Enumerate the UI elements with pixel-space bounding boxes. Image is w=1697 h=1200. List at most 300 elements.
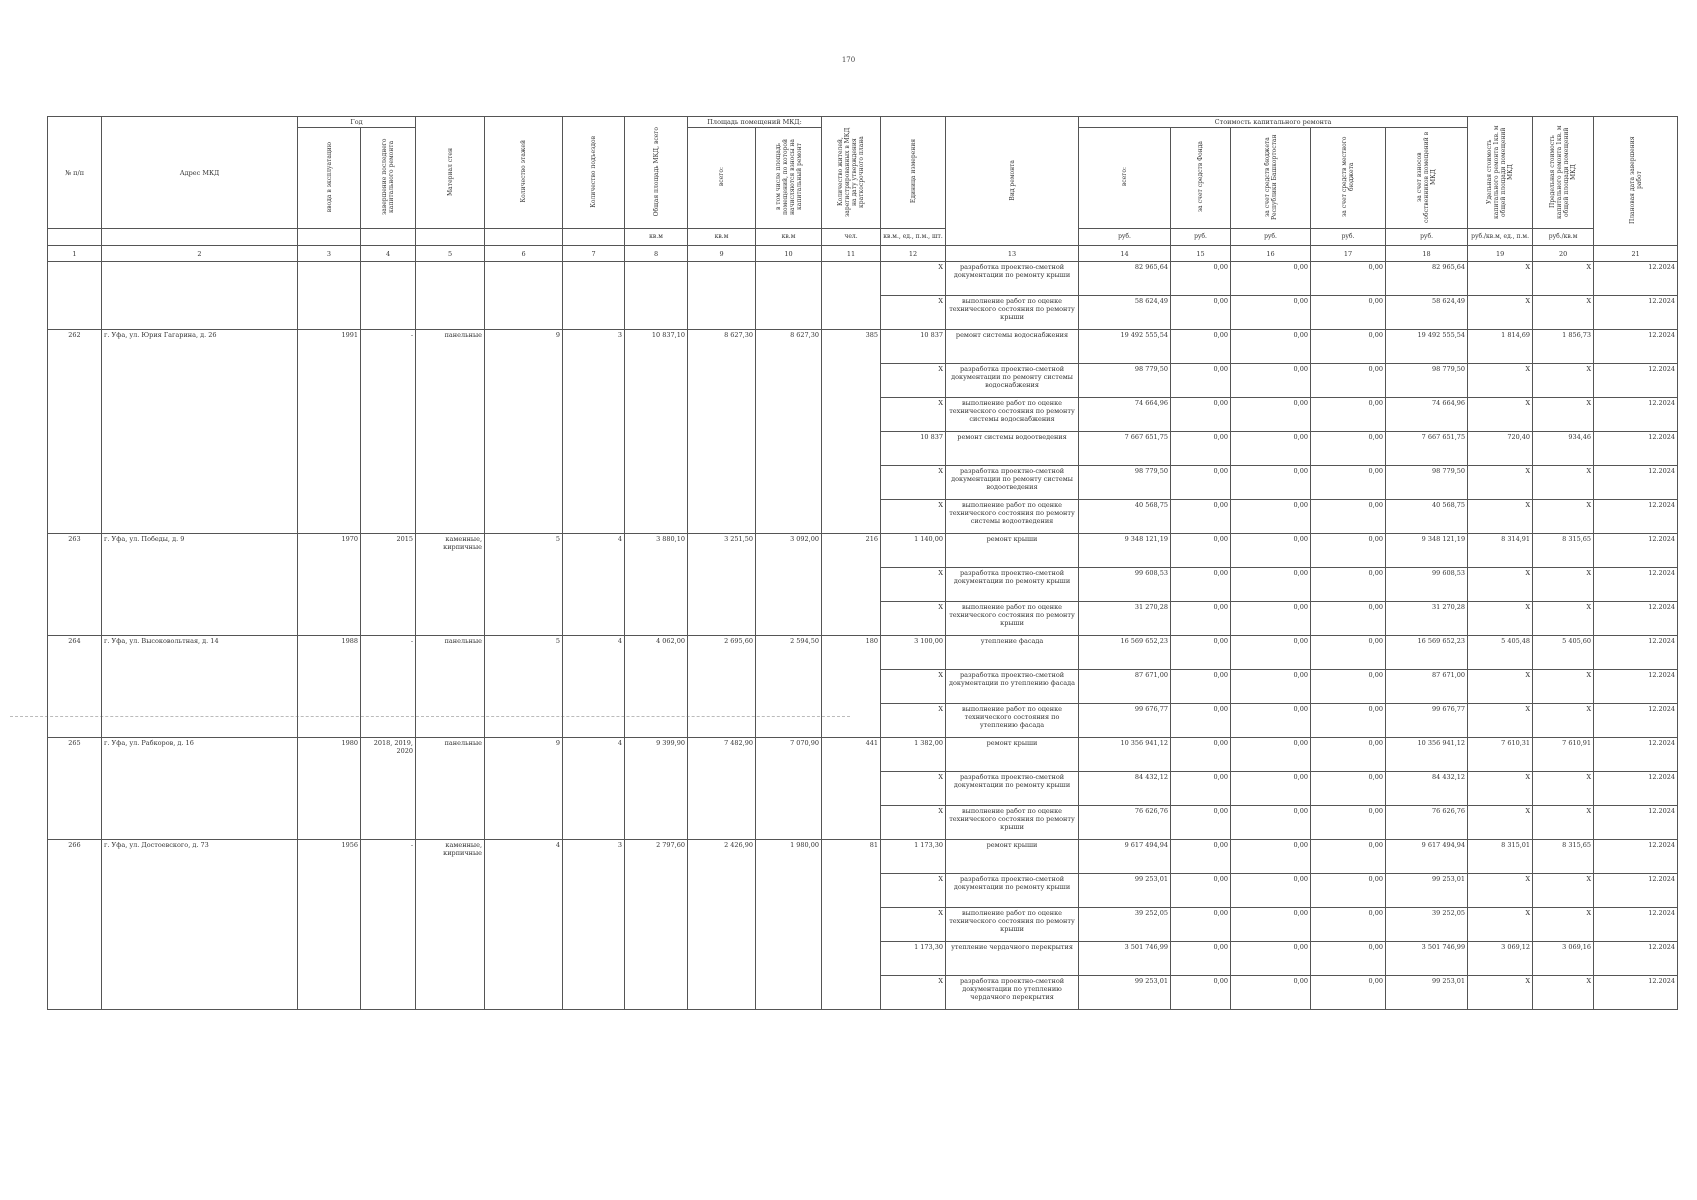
column-number: 12 (881, 246, 946, 262)
plan-date: 12.2024 (1594, 670, 1678, 704)
work-name: выполнение работ по оценке технического состояния по утеплению фасада (946, 704, 1079, 738)
year-commission: 1970 (298, 534, 361, 636)
cost-republic: 0,00 (1231, 398, 1311, 432)
house-number: 266 (48, 840, 102, 1010)
cost-local: 0,00 (1311, 500, 1386, 534)
residents-count: 180 (822, 636, 881, 738)
area-fee: 8 627,30 (756, 330, 822, 534)
unit-cost: 3 069,12 (1468, 942, 1533, 976)
cost-fund: 0,00 (1171, 840, 1231, 874)
cost-local: 0,00 (1311, 466, 1386, 500)
cost-total: 40 568,75 (1079, 500, 1171, 534)
header-area-total: всего: (688, 128, 756, 229)
total-area: 10 837,10 (625, 330, 688, 534)
house-address: г. Уфа, ул. Юрия Гагарина, д. 26 (102, 330, 298, 534)
cost-total: 74 664,96 (1079, 398, 1171, 432)
area-total: 3 251,50 (688, 534, 756, 636)
limit-cost: X (1533, 398, 1594, 432)
cost-fund: 0,00 (1171, 568, 1231, 602)
house-number (48, 262, 102, 330)
units-cell (361, 229, 416, 246)
column-number: 14 (1079, 246, 1171, 262)
units-cell: чел. (822, 229, 881, 246)
header-total-area: Общая площадь МКД, всего (625, 117, 688, 229)
cost-owners: 99 253,01 (1386, 976, 1468, 1010)
units-cell: руб./кв.м, ед., п.м. (1468, 229, 1533, 246)
work-name: утепление фасада (946, 636, 1079, 670)
floors-count (485, 262, 563, 330)
cost-fund: 0,00 (1171, 330, 1231, 364)
cost-fund: 0,00 (1171, 534, 1231, 568)
cost-local: 0,00 (1311, 262, 1386, 296)
cost-republic: 0,00 (1231, 330, 1311, 364)
column-number: 9 (688, 246, 756, 262)
units-cell: руб. (1079, 229, 1171, 246)
work-name: ремонт крыши (946, 738, 1079, 772)
capital-repair-table (47, 116, 1678, 1010)
entrances-count: 3 (563, 330, 625, 534)
header-cost-republic: за счет средств бюджета Республики Башкортостан (1231, 128, 1311, 229)
header-plan-date: Плановая дата завершения работ (1594, 117, 1678, 246)
cost-local: 0,00 (1311, 874, 1386, 908)
column-number: 17 (1311, 246, 1386, 262)
cost-local: 0,00 (1311, 398, 1386, 432)
header-entrances: Количество подъездов (563, 117, 625, 229)
limit-cost: 8 315,65 (1533, 840, 1594, 874)
plan-date: 12.2024 (1594, 738, 1678, 772)
cost-owners: 7 667 651,75 (1386, 432, 1468, 466)
cost-total: 84 432,12 (1079, 772, 1171, 806)
work-unit: 10 837 (881, 330, 946, 364)
cost-local: 0,00 (1311, 432, 1386, 466)
cost-fund: 0,00 (1171, 500, 1231, 534)
cost-fund: 0,00 (1171, 670, 1231, 704)
column-number: 3 (298, 246, 361, 262)
unit-cost: X (1468, 704, 1533, 738)
work-name: выполнение работ по оценке технического состояния по ремонту крыши (946, 602, 1079, 636)
area-fee (756, 262, 822, 330)
plan-date: 12.2024 (1594, 330, 1678, 364)
limit-cost: X (1533, 908, 1594, 942)
limit-cost: X (1533, 466, 1594, 500)
work-name: выполнение работ по оценке технического состояния по ремонту крыши (946, 908, 1079, 942)
cost-owners: 40 568,75 (1386, 500, 1468, 534)
work-name: утепление чердачного перекрытия (946, 942, 1079, 976)
work-name: разработка проектно-сметной документации по утеплению чердачного перекрытия (946, 976, 1079, 1010)
cost-owners: 82 965,64 (1386, 262, 1468, 296)
cost-republic: 0,00 (1231, 466, 1311, 500)
year-last-repair: 2015 (361, 534, 416, 636)
column-number: 11 (822, 246, 881, 262)
cost-republic: 0,00 (1231, 942, 1311, 976)
area-total: 2 695,60 (688, 636, 756, 738)
unit-cost: X (1468, 466, 1533, 500)
plan-date: 12.2024 (1594, 568, 1678, 602)
house-address: г. Уфа, ул. Победы, д. 9 (102, 534, 298, 636)
cost-total: 99 253,01 (1079, 976, 1171, 1010)
table-header (48, 117, 1678, 262)
year-commission: 1991 (298, 330, 361, 534)
cost-local: 0,00 (1311, 772, 1386, 806)
limit-cost: 5 405,60 (1533, 636, 1594, 670)
header-wall-material: Материал стен (416, 117, 485, 229)
unit-cost: X (1468, 874, 1533, 908)
work-unit: X (881, 670, 946, 704)
limit-cost: X (1533, 262, 1594, 296)
work-name: ремонт крыши (946, 840, 1079, 874)
house-number: 263 (48, 534, 102, 636)
cost-local: 0,00 (1311, 738, 1386, 772)
work-name: выполнение работ по оценке технического состояния по ремонту системы водоснабжения (946, 398, 1079, 432)
limit-cost: 8 315,65 (1533, 534, 1594, 568)
cost-owners: 58 624,49 (1386, 296, 1468, 330)
cost-total: 3 501 746,99 (1079, 942, 1171, 976)
cost-local: 0,00 (1311, 364, 1386, 398)
column-number: 2 (102, 246, 298, 262)
unit-cost: X (1468, 772, 1533, 806)
units-cell: кв.м (625, 229, 688, 246)
units-cell: кв.м (688, 229, 756, 246)
cost-republic: 0,00 (1231, 670, 1311, 704)
cost-local: 0,00 (1311, 976, 1386, 1010)
floors-count: 4 (485, 840, 563, 1010)
unit-cost: 1 814,69 (1468, 330, 1533, 364)
cost-total: 16 569 652,23 (1079, 636, 1171, 670)
cost-local: 0,00 (1311, 636, 1386, 670)
year-last-repair: - (361, 840, 416, 1010)
work-unit: X (881, 772, 946, 806)
cost-owners: 3 501 746,99 (1386, 942, 1468, 976)
units-cell: руб. (1311, 229, 1386, 246)
cost-fund: 0,00 (1171, 364, 1231, 398)
residents-count: 385 (822, 330, 881, 534)
cost-fund: 0,00 (1171, 636, 1231, 670)
column-number: 7 (563, 246, 625, 262)
cost-owners: 9 617 494,94 (1386, 840, 1468, 874)
cost-local: 0,00 (1311, 908, 1386, 942)
unit-cost: X (1468, 500, 1533, 534)
work-name: разработка проектно-сметной документации по ремонту крыши (946, 874, 1079, 908)
cost-total: 31 270,28 (1079, 602, 1171, 636)
plan-date: 12.2024 (1594, 262, 1678, 296)
limit-cost: 934,46 (1533, 432, 1594, 466)
plan-date: 12.2024 (1594, 772, 1678, 806)
total-area: 9 399,90 (625, 738, 688, 840)
cost-total: 19 492 555,54 (1079, 330, 1171, 364)
cost-republic: 0,00 (1231, 840, 1311, 874)
units-cell (298, 229, 361, 246)
cost-republic: 0,00 (1231, 976, 1311, 1010)
work-name: разработка проектно-сметной документации по утеплению фасада (946, 670, 1079, 704)
table-row (48, 738, 1678, 772)
column-number: 20 (1533, 246, 1594, 262)
total-area: 2 797,60 (625, 840, 688, 1010)
area-fee: 3 092,00 (756, 534, 822, 636)
cost-local: 0,00 (1311, 806, 1386, 840)
floors-count: 5 (485, 534, 563, 636)
work-unit: 1 382,00 (881, 738, 946, 772)
limit-cost: 3 069,16 (1533, 942, 1594, 976)
house-address: г. Уфа, ул. Высоковольтная, д. 14 (102, 636, 298, 738)
plan-date: 12.2024 (1594, 874, 1678, 908)
work-name: выполнение работ по оценке технического состояния по ремонту системы водоотведения (946, 500, 1079, 534)
units-cell: руб. (1231, 229, 1311, 246)
cost-total: 9 617 494,94 (1079, 840, 1171, 874)
units-cell: кв.м., ед., п.м., шт. (881, 229, 946, 246)
unit-cost: X (1468, 262, 1533, 296)
units-cell (102, 229, 298, 246)
cost-republic: 0,00 (1231, 534, 1311, 568)
plan-date: 12.2024 (1594, 976, 1678, 1010)
cost-republic: 0,00 (1231, 500, 1311, 534)
header-cost-local: за счет средств местного бюджета (1311, 128, 1386, 229)
header-floors: Количество этажей (485, 117, 563, 229)
column-number: 18 (1386, 246, 1468, 262)
unit-cost: X (1468, 364, 1533, 398)
plan-date: 12.2024 (1594, 398, 1678, 432)
plan-date: 12.2024 (1594, 364, 1678, 398)
wall-material: панельные (416, 738, 485, 840)
cost-local: 0,00 (1311, 670, 1386, 704)
cost-republic: 0,00 (1231, 364, 1311, 398)
plan-date: 12.2024 (1594, 500, 1678, 534)
header-address: Адрес МКД (102, 117, 298, 229)
limit-cost: X (1533, 704, 1594, 738)
cost-owners: 74 664,96 (1386, 398, 1468, 432)
unit-cost: X (1468, 568, 1533, 602)
column-number: 1 (48, 246, 102, 262)
work-unit: X (881, 466, 946, 500)
work-name: разработка проектно-сметной документации по ремонту крыши (946, 568, 1079, 602)
cost-fund: 0,00 (1171, 262, 1231, 296)
unit-cost: X (1468, 296, 1533, 330)
cost-owners: 99 608,53 (1386, 568, 1468, 602)
header-cost-owners: за счет взносов собственников помещений в МКД (1386, 128, 1468, 229)
house-address: г. Уфа, ул. Рабкоров, д. 16 (102, 738, 298, 840)
plan-date: 12.2024 (1594, 704, 1678, 738)
plan-date: 12.2024 (1594, 466, 1678, 500)
unit-cost: X (1468, 398, 1533, 432)
cost-owners: 9 348 121,19 (1386, 534, 1468, 568)
work-name: выполнение работ по оценке технического состояния по ремонту крыши (946, 296, 1079, 330)
cost-total: 99 676,77 (1079, 704, 1171, 738)
area-fee: 1 980,00 (756, 840, 822, 1010)
plan-date: 12.2024 (1594, 432, 1678, 466)
limit-cost: X (1533, 296, 1594, 330)
column-number: 6 (485, 246, 563, 262)
year-commission: 1956 (298, 840, 361, 1010)
unit-cost: 8 314,91 (1468, 534, 1533, 568)
cost-fund: 0,00 (1171, 976, 1231, 1010)
cost-total: 7 667 651,75 (1079, 432, 1171, 466)
cost-total: 39 252,05 (1079, 908, 1171, 942)
house-address (102, 262, 298, 330)
year-commission (298, 262, 361, 330)
wall-material: панельные (416, 636, 485, 738)
units-row (48, 229, 1678, 246)
work-unit: 10 837 (881, 432, 946, 466)
cost-total: 99 253,01 (1079, 874, 1171, 908)
unit-cost: X (1468, 976, 1533, 1010)
work-unit: X (881, 704, 946, 738)
cost-fund: 0,00 (1171, 398, 1231, 432)
header-cost-group: Стоимость капитального ремонта (1079, 117, 1468, 128)
limit-cost: X (1533, 772, 1594, 806)
cost-total: 82 965,64 (1079, 262, 1171, 296)
table-row (48, 840, 1678, 874)
header-year-group: Год (298, 117, 416, 128)
work-unit: X (881, 806, 946, 840)
work-unit: X (881, 364, 946, 398)
cost-fund: 0,00 (1171, 738, 1231, 772)
area-total: 2 426,90 (688, 840, 756, 1010)
cost-fund: 0,00 (1171, 772, 1231, 806)
limit-cost: X (1533, 976, 1594, 1010)
table-body (48, 262, 1678, 1010)
column-numbers-row (48, 246, 1678, 262)
column-number: 19 (1468, 246, 1533, 262)
cost-owners: 19 492 555,54 (1386, 330, 1468, 364)
cost-republic: 0,00 (1231, 602, 1311, 636)
header-units: Единица измерения (881, 117, 946, 229)
house-number: 265 (48, 738, 102, 840)
cost-fund: 0,00 (1171, 602, 1231, 636)
work-unit: X (881, 568, 946, 602)
total-area (625, 262, 688, 330)
limit-cost: 1 856,73 (1533, 330, 1594, 364)
residents-count: 81 (822, 840, 881, 1010)
plan-date: 12.2024 (1594, 908, 1678, 942)
work-name: ремонт системы водоснабжения (946, 330, 1079, 364)
limit-cost: 7 610,91 (1533, 738, 1594, 772)
unit-cost: X (1468, 806, 1533, 840)
cost-owners: 98 779,50 (1386, 466, 1468, 500)
cost-local: 0,00 (1311, 840, 1386, 874)
cost-owners: 16 569 652,23 (1386, 636, 1468, 670)
work-name: разработка проектно-сметной документации по ремонту крыши (946, 772, 1079, 806)
header-area-group: Площадь помещений МКД: (688, 117, 822, 128)
column-number: 8 (625, 246, 688, 262)
area-total: 8 627,30 (688, 330, 756, 534)
cost-owners: 39 252,05 (1386, 908, 1468, 942)
residents-count: 441 (822, 738, 881, 840)
units-cell (416, 229, 485, 246)
limit-cost: X (1533, 602, 1594, 636)
cost-fund: 0,00 (1171, 296, 1231, 330)
cost-republic: 0,00 (1231, 296, 1311, 330)
area-total (688, 262, 756, 330)
work-unit: X (881, 908, 946, 942)
cost-republic: 0,00 (1231, 636, 1311, 670)
cost-total: 58 624,49 (1079, 296, 1171, 330)
cost-fund: 0,00 (1171, 432, 1231, 466)
cost-owners: 99 676,77 (1386, 704, 1468, 738)
table-row (48, 534, 1678, 568)
unit-cost: X (1468, 670, 1533, 704)
unit-cost: 5 405,48 (1468, 636, 1533, 670)
work-unit: X (881, 262, 946, 296)
cost-republic: 0,00 (1231, 738, 1311, 772)
work-unit: X (881, 874, 946, 908)
header-residents: Количество жителей, зарегистрированных в МКД на дату утверждения краткосрочного плана (822, 117, 881, 229)
cost-local: 0,00 (1311, 568, 1386, 602)
entrances-count (563, 262, 625, 330)
cost-total: 76 626,76 (1079, 806, 1171, 840)
cost-local: 0,00 (1311, 534, 1386, 568)
header-year-commission: ввода в эксплуатацию (298, 128, 361, 229)
units-cell (48, 229, 102, 246)
plan-date: 12.2024 (1594, 534, 1678, 568)
work-unit: X (881, 602, 946, 636)
work-unit: 1 173,30 (881, 840, 946, 874)
plan-date: 12.2024 (1594, 942, 1678, 976)
work-unit: X (881, 500, 946, 534)
year-last-repair: - (361, 636, 416, 738)
cost-owners: 10 356 941,12 (1386, 738, 1468, 772)
cost-total: 87 671,00 (1079, 670, 1171, 704)
work-unit: X (881, 976, 946, 1010)
header-limit-cost: Предельная стоимость капитального ремонта 1кв. м общей площади помещений МКД (1533, 117, 1594, 229)
cost-fund: 0,00 (1171, 466, 1231, 500)
entrances-count: 4 (563, 534, 625, 636)
limit-cost: X (1533, 500, 1594, 534)
house-number: 264 (48, 636, 102, 738)
cost-fund: 0,00 (1171, 806, 1231, 840)
plan-date: 12.2024 (1594, 840, 1678, 874)
header-year-last-repair: завершение последнего капитального ремонта (361, 128, 416, 229)
cost-republic: 0,00 (1231, 432, 1311, 466)
header-work-type: Вид ремонта (946, 117, 1079, 246)
header-cost-total: всего: (1079, 128, 1171, 229)
wall-material: панельные (416, 330, 485, 534)
residents-count (822, 262, 881, 330)
limit-cost: X (1533, 568, 1594, 602)
work-name: разработка проектно-сметной документации по ремонту системы водоотведения (946, 466, 1079, 500)
residents-count: 216 (822, 534, 881, 636)
floors-count: 5 (485, 636, 563, 738)
plan-date: 12.2024 (1594, 636, 1678, 670)
cost-republic: 0,00 (1231, 806, 1311, 840)
year-commission: 1988 (298, 636, 361, 738)
capital-repair-sheet (47, 116, 1678, 1010)
cost-fund: 0,00 (1171, 704, 1231, 738)
units-cell: руб. (1171, 229, 1231, 246)
cost-owners: 87 671,00 (1386, 670, 1468, 704)
cost-fund: 0,00 (1171, 874, 1231, 908)
wall-material (416, 262, 485, 330)
entrances-count: 4 (563, 636, 625, 738)
plan-date: 12.2024 (1594, 806, 1678, 840)
cost-total: 10 356 941,12 (1079, 738, 1171, 772)
cost-local: 0,00 (1311, 330, 1386, 364)
floors-count: 9 (485, 738, 563, 840)
house-number: 262 (48, 330, 102, 534)
wall-material: каменные, кирпичные (416, 840, 485, 1010)
column-number: 16 (1231, 246, 1311, 262)
column-number: 15 (1171, 246, 1231, 262)
area-fee: 7 070,90 (756, 738, 822, 840)
column-number: 13 (946, 246, 1079, 262)
work-name: ремонт крыши (946, 534, 1079, 568)
entrances-count: 3 (563, 840, 625, 1010)
work-name: выполнение работ по оценке технического состояния по ремонту крыши (946, 806, 1079, 840)
limit-cost: X (1533, 364, 1594, 398)
unit-cost: X (1468, 602, 1533, 636)
cost-total: 9 348 121,19 (1079, 534, 1171, 568)
units-cell: руб. (1386, 229, 1468, 246)
cost-owners: 98 779,50 (1386, 364, 1468, 398)
cost-fund: 0,00 (1171, 942, 1231, 976)
